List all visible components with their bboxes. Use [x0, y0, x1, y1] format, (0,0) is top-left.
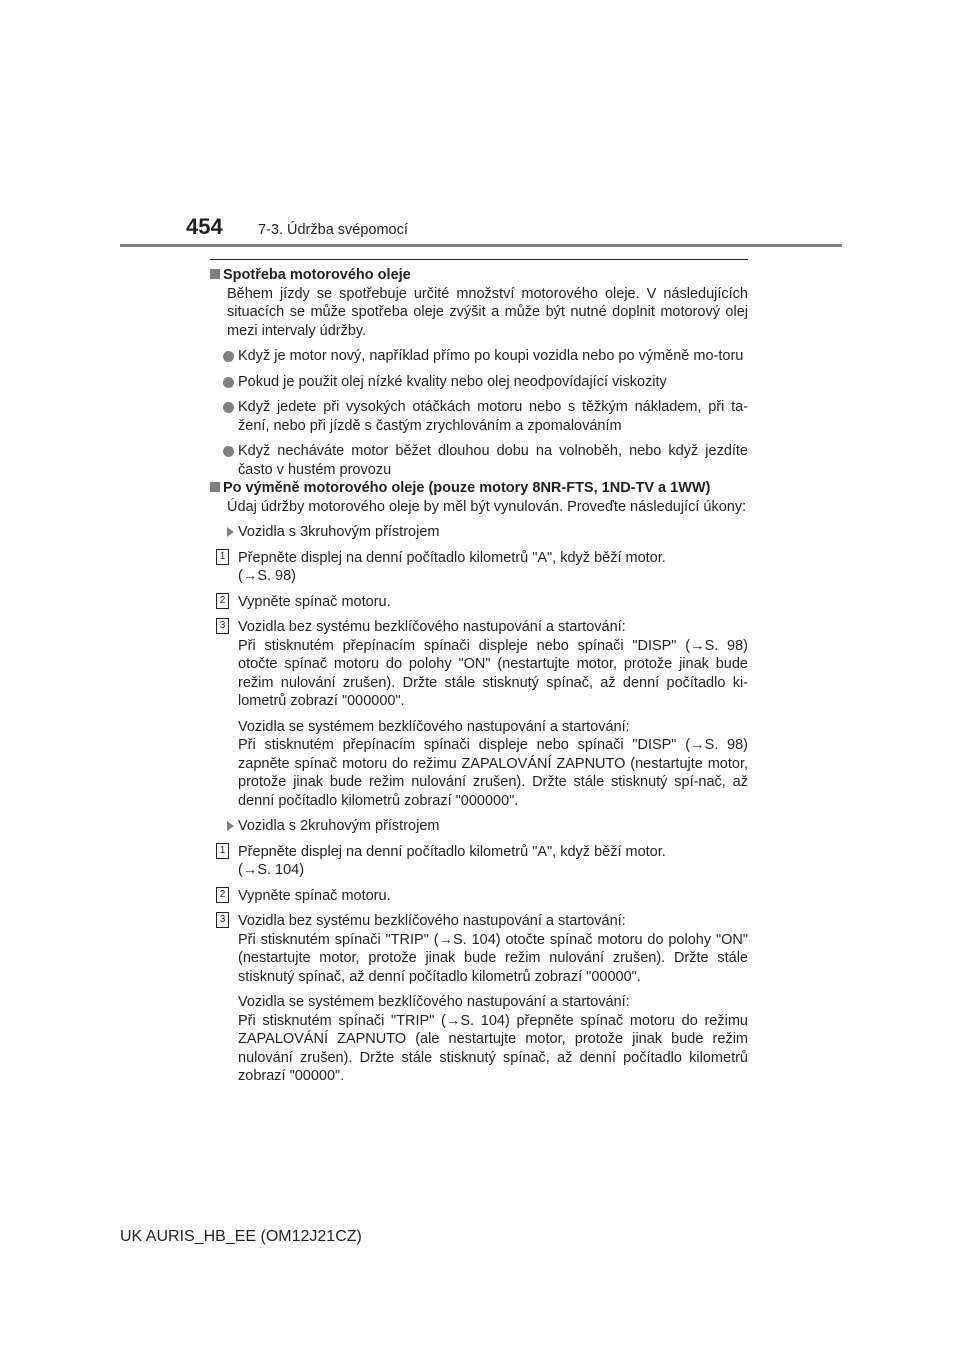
step-2: [210, 593, 748, 612]
page-number: 454: [186, 214, 223, 239]
step-text: Vypněte spínač motoru.: [238, 887, 391, 904]
list-item-text: Když je motor nový, například přímo po koupi vozidla nebo po výměně mo-toru: [238, 348, 744, 364]
square-bullet-icon: [210, 269, 220, 279]
circle-bullet-icon: [223, 446, 234, 457]
step-number-badge: 2: [216, 887, 229, 903]
section-title: 7-3. Údržba svépomocí: [258, 222, 408, 238]
step-3-alternative: [210, 993, 748, 1086]
step-1: [210, 549, 748, 586]
square-bullet-icon: [210, 482, 220, 492]
step-3-alternative: [210, 718, 748, 811]
step-text: Při stisknutém přepínacím spínači displeje nebo spínači "DISP" (→S. 98) zapněte spínač motoru do režimu ZAPALOVÁNÍ ZAPNUTO (nestartujte motor, protože jinak bude režim nulování zrušen). Držte stále stisknutý spí-nač, až denní počítadlo kilometrů zobrazí "000000".: [238, 737, 748, 809]
list-item-text: Pokud je použit olej nízké kvality nebo olej neodpovídající viskozity: [238, 373, 667, 390]
step-text: Při stisknutém spínači "TRIP" (→S. 104) otočte spínač motoru do polohy "ON" (nestartujte motor, protože jinak bude režim nulování zrušen). Držte stále stisknutý spínač, až denní počítadlo kilometrů zobrazí "00000".: [238, 931, 748, 985]
step-subtitle: Vozidla bez systému bezklíčového nastupování a startování:: [238, 913, 626, 929]
step-text: Vypněte spínač motoru.: [238, 593, 391, 610]
step-text: Přepněte displej na denní počítadlo kilometrů "A", když běží motor.: [238, 549, 666, 566]
list-item-text: Když jedete při vysokých otáčkách motoru nebo s těžkým nákladem, při ta-žení, nebo při jízdě s častým zrychlováním a zpomalováním: [238, 399, 748, 434]
step-number-badge: 1: [216, 549, 229, 565]
list-item: [210, 398, 748, 435]
triangle-bullet-icon: [227, 527, 234, 537]
list-item-text: Když necháváte motor běžet dlouhou dobu na volnoběh, nebo když jezdíte často v hustém provozu: [238, 443, 748, 478]
step-number-badge: 3: [216, 618, 229, 634]
step-reference: (→S. 104): [238, 862, 305, 878]
step-subtitle: Vozidla se systémem bezklíčového nastupování a startování:: [238, 718, 630, 735]
variant-label: Vozidla s 2kruhovým přístrojem: [238, 818, 440, 834]
list-item: [210, 347, 748, 366]
variant-label: Vozidla s 3kruhovým přístrojem: [238, 524, 440, 540]
oil-consumption-heading: [210, 266, 748, 285]
step-3: [210, 912, 748, 986]
circle-bullet-icon: [223, 377, 234, 388]
step-number-badge: 1: [216, 843, 229, 859]
oil-change-heading-text: Po výměně motorového oleje (pouze motory 8NR-FTS, 1ND-TV a 1WW): [223, 480, 711, 496]
step-1: [210, 843, 748, 880]
oil-change-intro: Údaj údržby motorového oleje by měl být vynulován. Proveďte následující úkony:: [227, 498, 747, 515]
variant-2-gauge-heading: [210, 817, 748, 836]
step-3: [210, 618, 748, 711]
document-code: UK AURIS_HB_EE (OM12J21CZ): [120, 1228, 362, 1245]
step-reference: (→S. 98): [238, 568, 297, 584]
header-rule: [120, 244, 842, 247]
step-text: Přepněte displej na denní počítadlo kilometrů "A", když běží motor.: [238, 843, 666, 860]
variant-3-gauge-heading: [210, 523, 748, 542]
oil-consumption-intro: Během jízdy se spotřebuje určité množství motorového oleje. V následujících situacích se může spotřeba oleje zvýšit a může být nutné doplnit motorový olej mezi intervaly údržby.: [227, 285, 748, 339]
circle-bullet-icon: [223, 402, 234, 413]
step-text: Při stisknutém přepínacím spínači displeje nebo spínači "DISP" (→S. 98) otočte spínač motoru do polohy "ON" (nestartujte motor, protože jinak bude režim nulování zrušen). Držte stále stisknutý spínač, až denní počítadlo ki-lometrů zobrazí "000000".: [238, 637, 748, 709]
step-subtitle: Vozidla se systémem bezklíčového nastupování a startování:: [238, 994, 630, 1010]
triangle-bullet-icon: [227, 821, 234, 831]
step-2: [210, 887, 748, 906]
list-item: [210, 373, 748, 392]
oil-consumption-heading-text: Spotřeba motorového oleje: [223, 267, 411, 283]
oil-change-heading: [210, 479, 748, 498]
step-number-badge: 2: [216, 593, 229, 609]
content-rule: [210, 259, 748, 260]
step-number-badge: 3: [216, 912, 229, 928]
list-item: [210, 442, 748, 479]
step-subtitle: Vozidla bez systému bezklíčového nastupování a startování:: [238, 619, 626, 635]
circle-bullet-icon: [223, 351, 234, 362]
step-text: Při stisknutém spínači "TRIP" (→S. 104) přepněte spínač motoru do režimu ZAPALOVÁNÍ ZAPNUTO (ale nestartujte motor, protože jinak bude režim nulování zrušen). Držte stále stisknutý spínač, až denní počítadlo kilometrů zobrazí "00000".: [238, 1012, 748, 1084]
main-content: [210, 266, 748, 1086]
